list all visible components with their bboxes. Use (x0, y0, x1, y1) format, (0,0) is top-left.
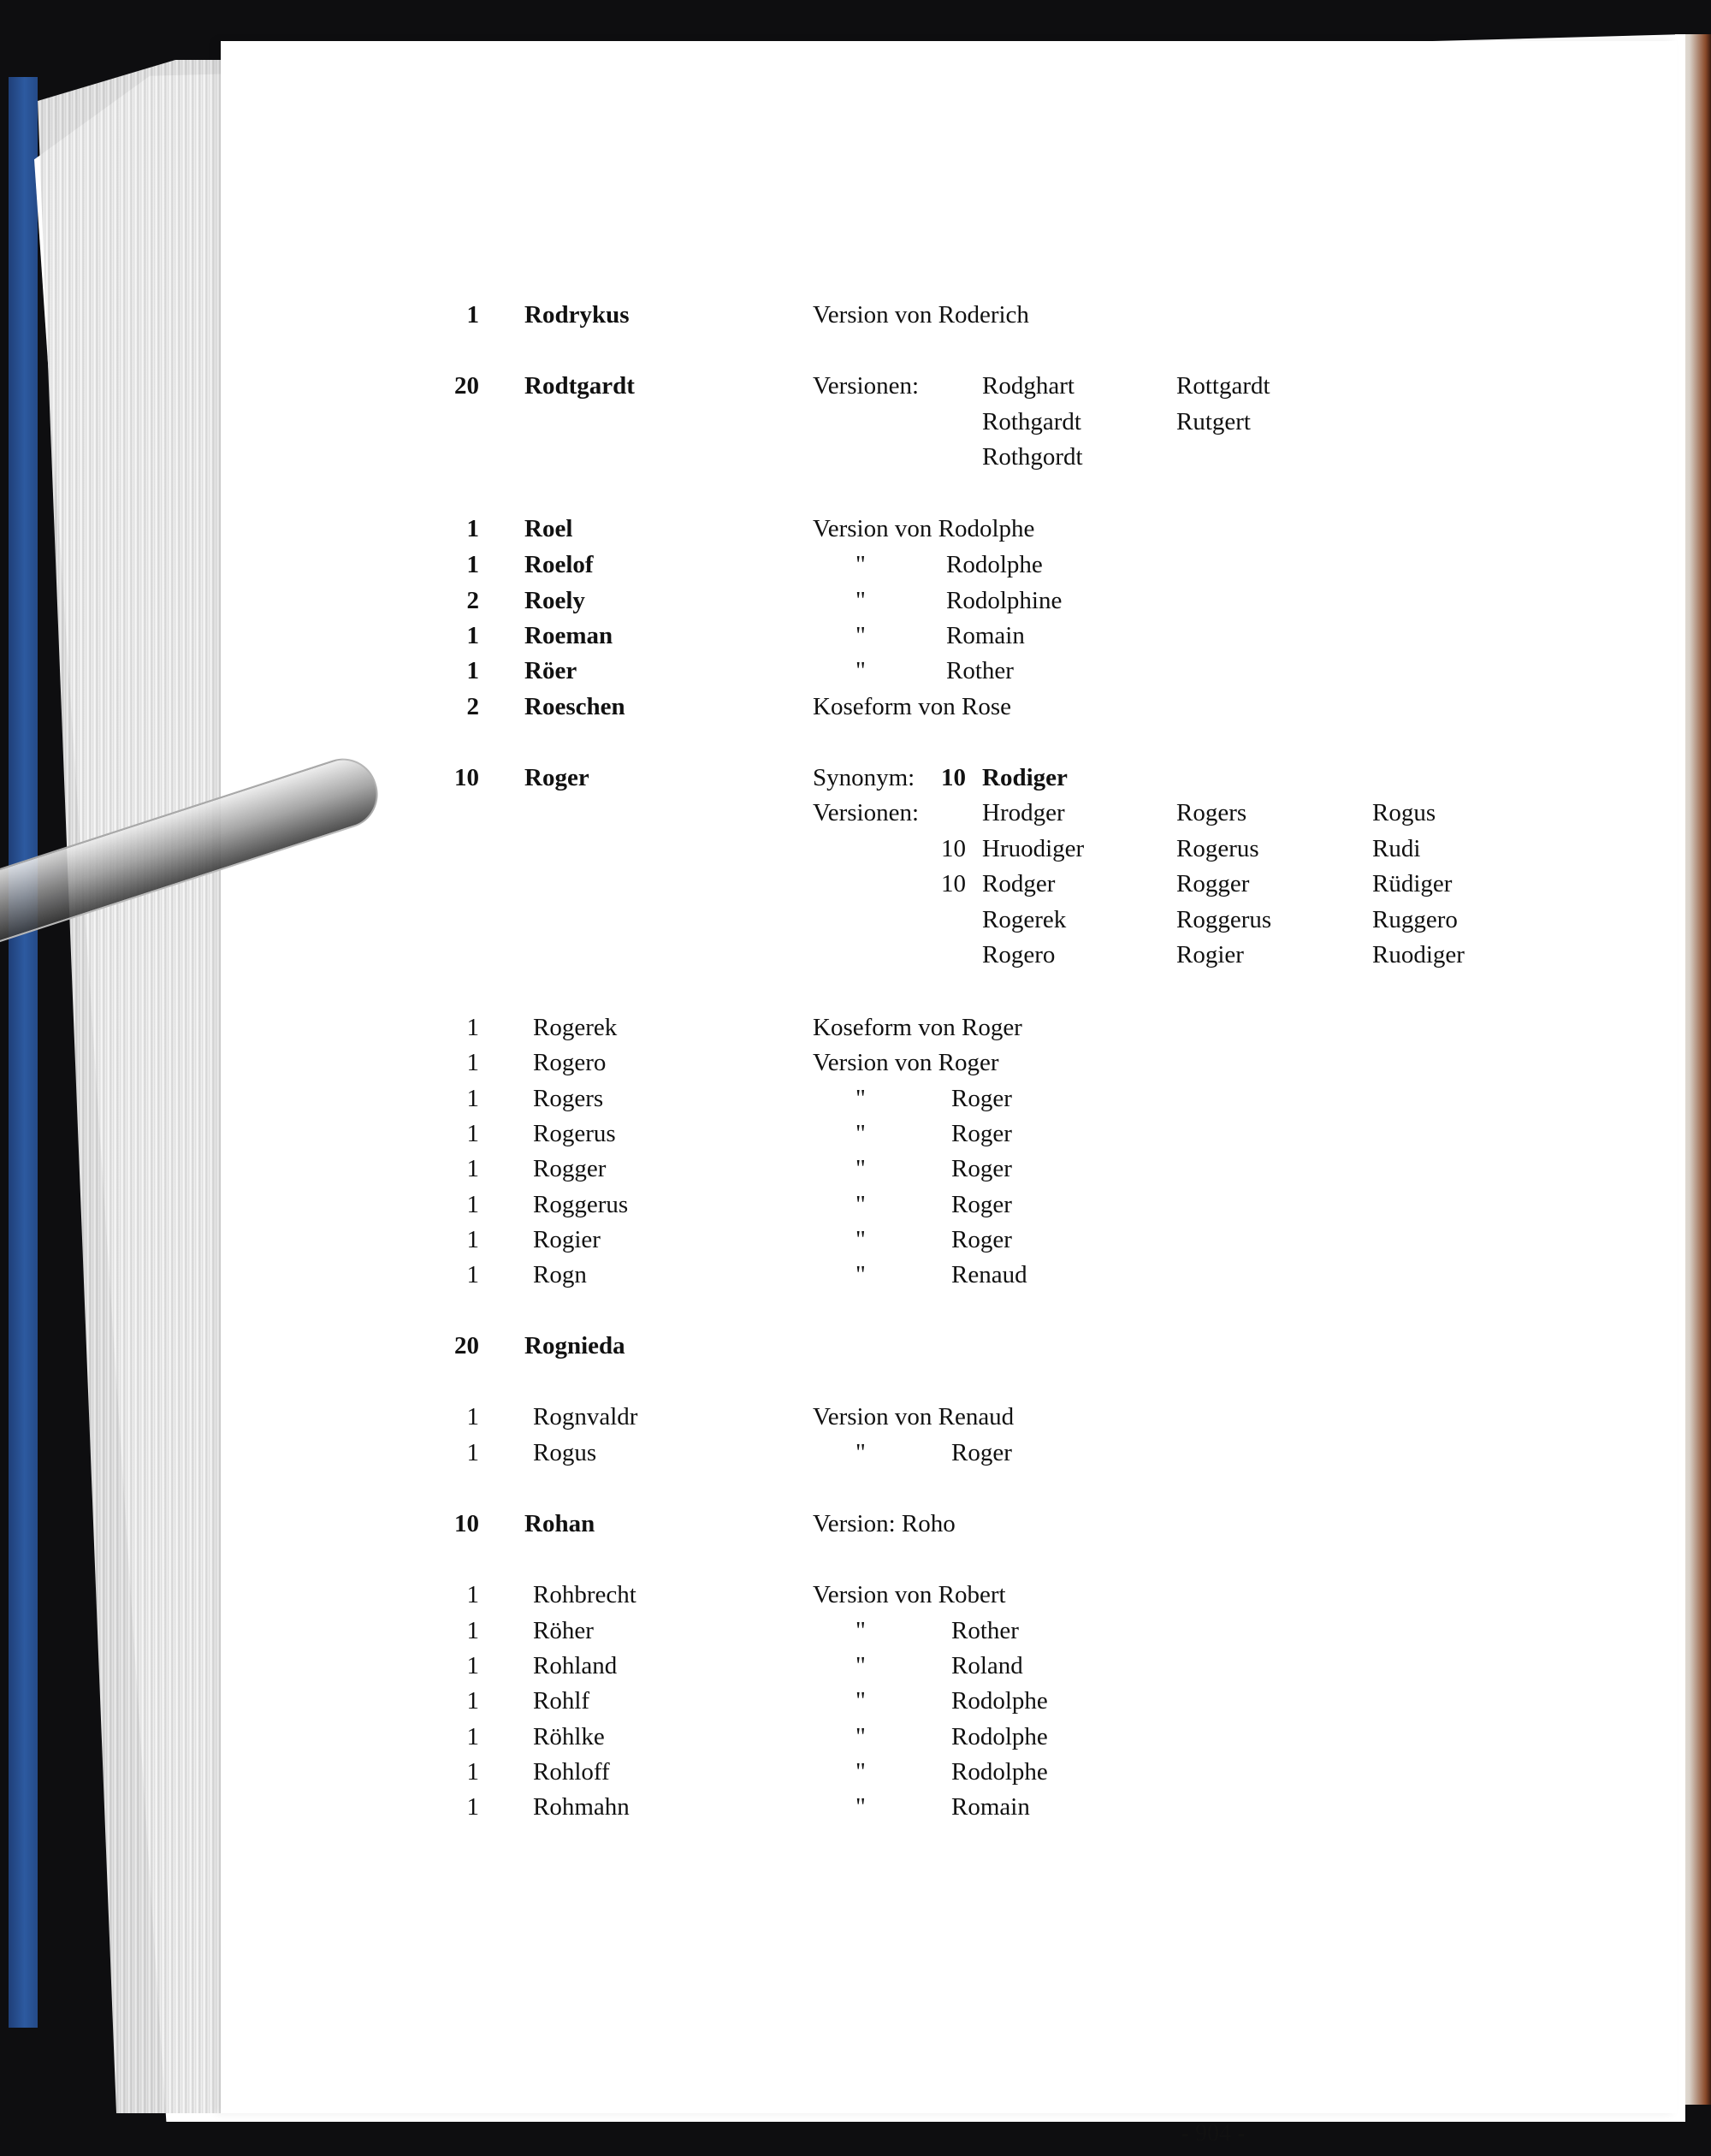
entry-count: 1 (466, 1617, 479, 1644)
entry-count: 1 (466, 1049, 479, 1076)
entry-name: Roger (524, 764, 589, 791)
entry-reference: Rodolphe (951, 1758, 1048, 1786)
entry-name: Rohan (524, 1510, 595, 1537)
entry-count: 1 (466, 1226, 479, 1253)
variant-name: Ruggero (1372, 905, 1458, 933)
ditto-mark: " (856, 1226, 866, 1253)
entry-count: 1 (466, 1261, 479, 1288)
variant-name: Rothgordt (982, 443, 1083, 471)
entry-count: 1 (466, 1793, 479, 1821)
book-page (221, 41, 1677, 2147)
ditto-mark: " (856, 1723, 866, 1750)
entry-description: Version von Roger (813, 1049, 999, 1076)
entry-description: Version von Rodolphe (813, 515, 1035, 542)
ditto-mark: " (856, 622, 866, 649)
entry-reference: Roger (951, 1155, 1012, 1182)
entry-count: 1 (466, 1652, 479, 1679)
ditto-mark: " (856, 1652, 866, 1679)
ditto-mark: " (856, 1191, 866, 1218)
variant-name: Rodghart (982, 372, 1075, 400)
entry-description: Version: Roho (813, 1510, 956, 1537)
entry-name: Rogier (533, 1226, 601, 1253)
entry-description: Version von Roderich (813, 301, 1029, 329)
entry-description: Versionen: (813, 799, 920, 826)
entry-name: Rognvaldr (533, 1403, 638, 1430)
entry-count: 1 (466, 622, 479, 649)
entry-count: 1 (466, 1581, 479, 1608)
entry-name: Rogerus (533, 1120, 616, 1147)
variant-name: Rutgert (1176, 407, 1251, 435)
variant-name: Rüdiger (1372, 870, 1453, 897)
entry-count: 1 (466, 1120, 479, 1147)
entry-count: 1 (466, 515, 479, 542)
entry-name: Roeman (524, 622, 613, 649)
variant-name: Hruodiger (982, 834, 1085, 862)
entry-count: 1 (466, 1191, 479, 1218)
entry-reference: Roger (951, 1191, 1012, 1218)
entry-count: 2 (466, 693, 479, 720)
entry-reference: Rother (946, 657, 1014, 684)
ditto-mark: " (856, 1155, 866, 1182)
variant-name: Rogerek (982, 905, 1067, 933)
variant-name: Rogers (1176, 799, 1247, 826)
entry-count: 10 (454, 764, 479, 791)
entry-count: 1 (466, 1403, 479, 1430)
entry-count: 1 (466, 1723, 479, 1750)
entry-name: Rohland (533, 1652, 618, 1679)
ditto-mark: " (856, 551, 866, 578)
entry-reference: Rother (951, 1617, 1019, 1644)
entry-reference: Renaud (951, 1261, 1027, 1288)
entry-name: Rognieda (524, 1332, 625, 1359)
variant-name: Ruodiger (1372, 941, 1465, 968)
entry-name: Rogus (533, 1439, 597, 1466)
variant-name: Rogger (1176, 870, 1250, 897)
variant-name: Rothgardt (982, 407, 1081, 435)
ditto-mark: " (856, 1617, 866, 1644)
ditto-mark: " (856, 1793, 866, 1821)
variant-name: Hrodger (982, 799, 1065, 826)
ditto-mark: " (856, 1439, 866, 1466)
ditto-mark: " (856, 1687, 866, 1715)
entry-name: Rohlf (533, 1687, 590, 1715)
entry-description: Version von Renaud (813, 1403, 1015, 1430)
entry-count: 1 (466, 1155, 479, 1182)
show-through-text (631, 332, 1701, 1898)
entry-reference: Romain (946, 622, 1025, 649)
variant-name: Rudi (1372, 834, 1421, 862)
entry-reference: Romain (951, 1793, 1030, 1821)
entry-name: Rohbrecht (533, 1581, 636, 1608)
entry-reference: Rodolphe (951, 1687, 1048, 1715)
synonym-count: 10 (941, 764, 966, 791)
ditto-mark: " (856, 587, 866, 614)
variant-name: Rogus (1372, 799, 1436, 826)
entry-name: Röer (524, 657, 577, 684)
variant-name: Rogier (1176, 941, 1244, 968)
ditto-mark: " (856, 1261, 866, 1288)
variant-name: Roggerus (1176, 905, 1272, 933)
entry-name: Röher (533, 1617, 594, 1644)
entry-name: Roggerus (533, 1191, 629, 1218)
entry-name: Rodrykus (524, 301, 630, 329)
entry-description: Versionen: (813, 372, 920, 400)
entry-name: Rogn (533, 1261, 587, 1288)
entry-reference: Roger (951, 1439, 1012, 1466)
entry-name: Röhlke (533, 1723, 605, 1750)
variant-name: Rogerus (1176, 834, 1259, 862)
entry-count: 10 (454, 1510, 479, 1537)
entry-count: 1 (466, 1014, 479, 1041)
entry-name: Roeschen (524, 693, 625, 720)
ditto-mark: " (856, 657, 866, 684)
ditto-mark: " (856, 1758, 866, 1786)
book-cover-left (9, 77, 38, 2028)
entry-count: 1 (466, 1439, 479, 1466)
variant-count: 10 (941, 834, 966, 862)
entry-name: Roel (524, 515, 573, 542)
entry-reference: Roger (951, 1226, 1012, 1253)
variant-name: Rodger (982, 870, 1056, 897)
entry-description: Version von Robert (813, 1581, 1006, 1608)
entry-name: Rogero (533, 1049, 607, 1076)
entry-name: Rogers (533, 1085, 604, 1112)
entry-description: Koseform von Rose (813, 693, 1011, 720)
variant-name: Rottgardt (1176, 372, 1270, 400)
entry-reference: Rodolphe (946, 551, 1043, 578)
entry-reference: Rodolphe (951, 1723, 1048, 1750)
page-number: - 904 - (1181, 2120, 1246, 2147)
entry-count: 1 (466, 301, 479, 329)
entry-name: Roely (524, 587, 585, 614)
entry-name: Rohmahn (533, 1793, 630, 1821)
entry-count: 2 (466, 587, 479, 614)
variant-name: Rogero (982, 941, 1056, 968)
entry-name: Rogerek (533, 1014, 618, 1041)
entry-reference: Roger (951, 1120, 1012, 1147)
ditto-mark: " (856, 1120, 866, 1147)
entry-name: Roelof (524, 551, 594, 578)
entry-reference: Rodolphine (946, 587, 1063, 614)
entry-count: 20 (454, 372, 479, 400)
entry-count: 1 (466, 1085, 479, 1112)
synonym-name: Rodiger (982, 764, 1068, 791)
ditto-mark: " (856, 1085, 866, 1112)
entry-name: Rogger (533, 1155, 607, 1182)
entry-name: Rohloff (533, 1758, 610, 1786)
entry-count: 1 (466, 657, 479, 684)
entry-count: 1 (466, 1687, 479, 1715)
entry-reference: Roland (951, 1652, 1023, 1679)
entry-description: Koseform von Roger (813, 1014, 1022, 1041)
entry-reference: Roger (951, 1085, 1012, 1112)
variant-count: 10 (941, 870, 966, 897)
entry-description: Synonym: (813, 764, 915, 791)
page-edges (38, 60, 234, 2113)
entry-name: Rodtgardt (524, 372, 635, 400)
entry-count: 20 (454, 1332, 479, 1359)
entry-count: 1 (466, 551, 479, 578)
entry-count: 1 (466, 1758, 479, 1786)
